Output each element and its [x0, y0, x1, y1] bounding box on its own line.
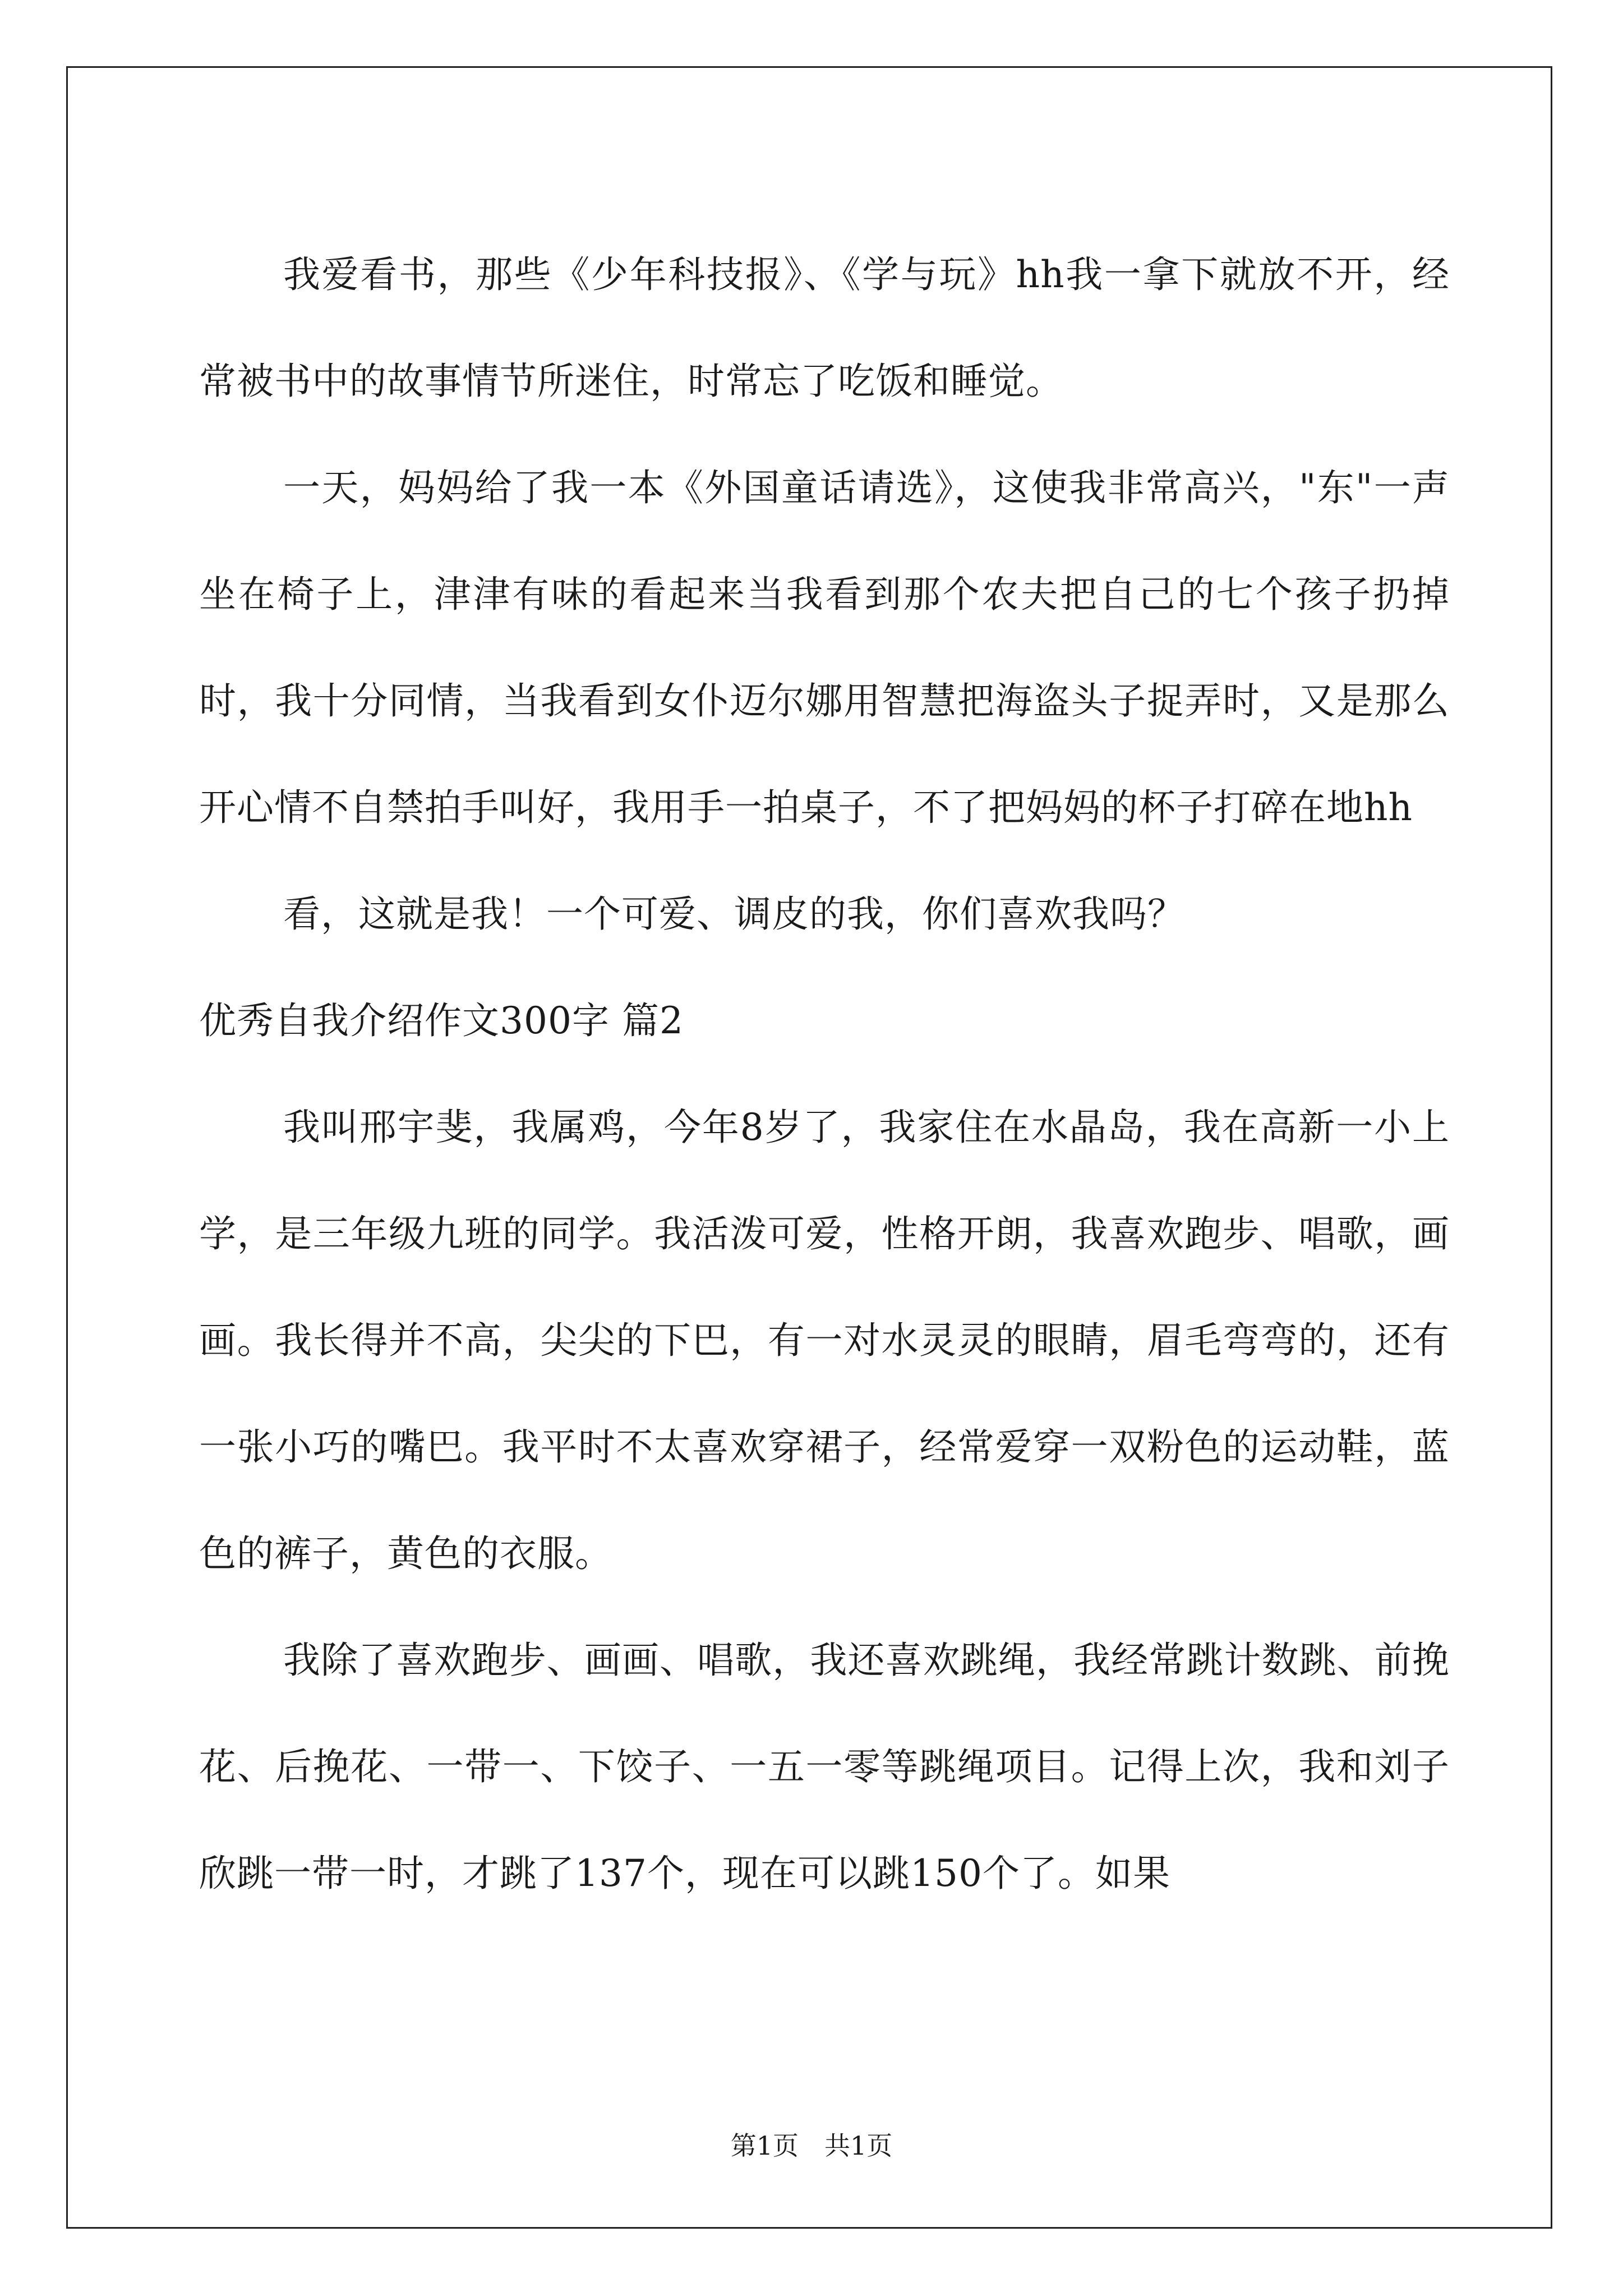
paragraph-closing: 看，这就是我！一个可爱、调皮的我，你们喜欢我吗？ — [283, 892, 1185, 936]
paragraph-reading: 我爱看书，那些《少年科技报》、《学与玩》hh我一拿下就放不开，经常被书中的故事情节所迷住，时常忘了吃饭和睡觉。 — [199, 253, 1450, 403]
section-heading: 优秀自我介绍作文300字 篇2 — [199, 999, 684, 1042]
paragraph-hobbies: 我除了喜欢跑步、画画、唱歌，我还喜欢跳绳，我经常跳计数跳、前挽花、后挽花、一带一、下饺子、一五一零等跳绳项目。记得上次，我和刘子欣跳一带一时，才跳了137个，现在可以跳150个了。如果 — [199, 1639, 1450, 1895]
page-footer: 第1页 共1页 — [730, 2131, 893, 2161]
document-body — [199, 222, 1450, 1927]
paragraph-self-description: 我叫邢宇斐，我属鸡，今年8岁了，我家住在水晶岛，我在高新一小上学，是三年级九班的同学。我活泼可爱，性格开朗，我喜欢跑步、唱歌，画画。我长得并不高，尖尖的下巴，有一对水灵灵的眼睛，眉毛弯弯的，还有一张小巧的嘴巴。我平时不太喜欢穿裙子，经常爱穿一双粉色的运动鞋，蓝色的裤子，黄色的衣服。 — [199, 1106, 1450, 1575]
paragraph-fairy-tale: 一天，妈妈给了我一本《外国童话请选》，这使我非常高兴，"东"一声坐在椅子上，津津有味的看起来当我看到那个农夫把自己的七个孩子扔掉时，我十分同情，当我看到女仆迈尔娜用智慧把海盗头子捉弄时，又是那么开心情不自禁拍手叫好，我用手一拍桌子，不了把妈妈的杯子打碎在地hh — [199, 466, 1450, 829]
